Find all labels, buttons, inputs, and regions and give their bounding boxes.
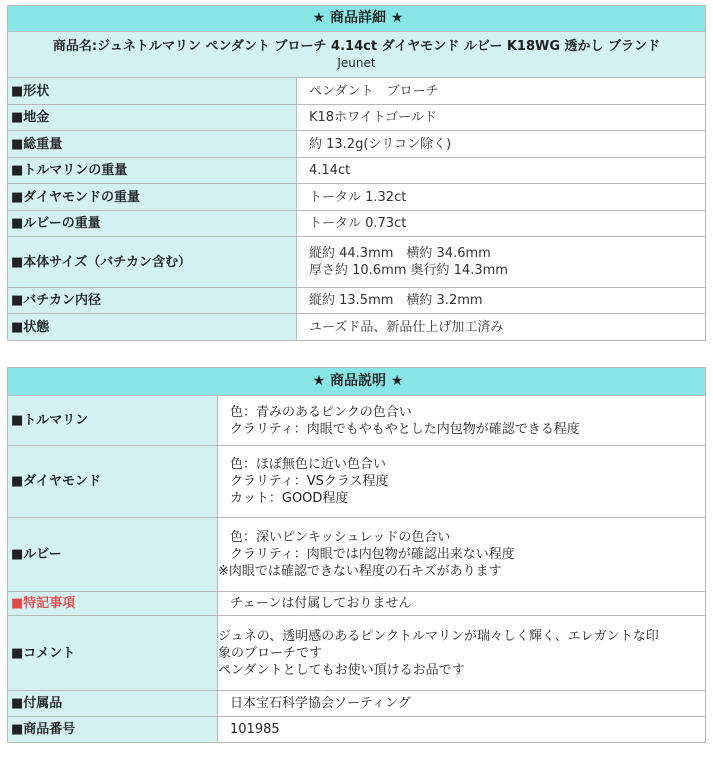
row-value: トータル 1.32ct bbox=[297, 184, 706, 211]
row-label: ■形状 bbox=[8, 78, 297, 105]
row-value: K18ホワイトゴールド bbox=[297, 105, 706, 131]
row-label: ■コメント bbox=[8, 616, 218, 691]
table-row bbox=[8, 288, 706, 314]
row-label: ■トルマリンの重量 bbox=[8, 158, 297, 184]
desc-line: 色：深いピンキッシュレッドの色合い bbox=[230, 530, 451, 545]
table-row bbox=[8, 592, 706, 616]
row-value: ユーズド品、新品仕上げ加工済み bbox=[297, 314, 706, 341]
row-label: ■付属品 bbox=[8, 691, 218, 717]
desc-line: 色：ほぼ無色に近い色合い bbox=[230, 457, 387, 472]
table-row bbox=[8, 396, 706, 446]
row-value: 縦約 13.5mm 横約 3.2mm bbox=[297, 288, 706, 314]
table-row bbox=[8, 105, 706, 131]
desc-line: 色：青みのあるピンクの色合い bbox=[230, 404, 412, 420]
row-value: 101985 bbox=[218, 717, 706, 743]
row-label: ■商品番号 bbox=[8, 717, 218, 743]
row-value bbox=[218, 396, 706, 446]
product-title-line1: 商品名:ジュネトルマリン ペンダント ブローチ 4.14ct ダイヤモンド ルビー K18WG 透かし ブランド bbox=[52, 38, 661, 54]
row-label: ■ダイヤモンドの重量 bbox=[8, 184, 297, 211]
size-line-2: 厚さ約 10.6mm 奥行約 14.3mm bbox=[309, 263, 508, 278]
row-value bbox=[218, 518, 706, 592]
special-notes-label: ■特記事項 bbox=[8, 592, 218, 616]
desc-line: クラリティ：VSクラス程度 bbox=[230, 474, 389, 489]
desc-line: ※肉眼では確認できない程度の石キズがあります bbox=[218, 564, 502, 579]
row-label: ■ダイヤモンド bbox=[8, 446, 218, 518]
table-row bbox=[8, 78, 706, 105]
details-header: ★ 商品詳細 ★ bbox=[8, 6, 706, 32]
table-row bbox=[8, 184, 706, 211]
description-header: ★ 商品説明 ★ bbox=[8, 368, 706, 396]
row-label: ■総重量 bbox=[8, 131, 297, 158]
row-label: ■トルマリン bbox=[8, 396, 218, 446]
row-label: ■地金 bbox=[8, 105, 297, 131]
size-line-1: 縦約 44.3mm 横約 34.6mm bbox=[309, 246, 491, 261]
row-value: チェーンは付属しておりません bbox=[218, 592, 706, 616]
table-row bbox=[8, 691, 706, 717]
desc-line: カット：GOOD程度 bbox=[230, 491, 349, 506]
row-label: ■ルビー bbox=[8, 518, 218, 592]
table-row bbox=[8, 518, 706, 592]
comment-line: ジュネの、透明感のあるピンクトルマリンが瑞々しく輝く、エレガントな印 bbox=[218, 628, 659, 644]
row-value bbox=[218, 616, 706, 691]
row-value: ペンダント ブローチ bbox=[297, 78, 706, 105]
table-row bbox=[8, 237, 706, 288]
row-value bbox=[297, 237, 706, 288]
comment-line: 象のブローチです bbox=[218, 645, 323, 661]
product-title-line2: Jeunet bbox=[337, 55, 376, 70]
desc-line: クラリティ：肉眼でもやもやとした内包物が確認できる程度 bbox=[230, 421, 580, 437]
row-value: トータル 0.73ct bbox=[297, 211, 706, 237]
table-row bbox=[8, 211, 706, 237]
row-label: ■本体サイズ（バチカン含む） bbox=[8, 237, 297, 288]
table-row bbox=[8, 446, 706, 518]
row-value: 約 13.2g(シリコン除く) bbox=[297, 131, 706, 158]
row-value: 4.14ct bbox=[297, 158, 706, 184]
row-label: ■バチカン内径 bbox=[8, 288, 297, 314]
table-row bbox=[8, 158, 706, 184]
table-row bbox=[8, 131, 706, 158]
row-value bbox=[218, 446, 706, 518]
details-table bbox=[7, 5, 706, 341]
table-row bbox=[8, 717, 706, 743]
table-row bbox=[8, 314, 706, 341]
row-label: ■状態 bbox=[8, 314, 297, 341]
row-value: 日本宝石科学協会ソーティング bbox=[218, 691, 706, 717]
description-table bbox=[7, 367, 706, 743]
table-row bbox=[8, 616, 706, 691]
product-title bbox=[8, 32, 706, 78]
comment-line: ペンダントとしてもお使い頂けるお品です bbox=[218, 662, 465, 678]
desc-line: クラリティ：肉眼では内包物が確認出来ない程度 bbox=[230, 547, 515, 562]
row-label: ■ルビーの重量 bbox=[8, 211, 297, 237]
